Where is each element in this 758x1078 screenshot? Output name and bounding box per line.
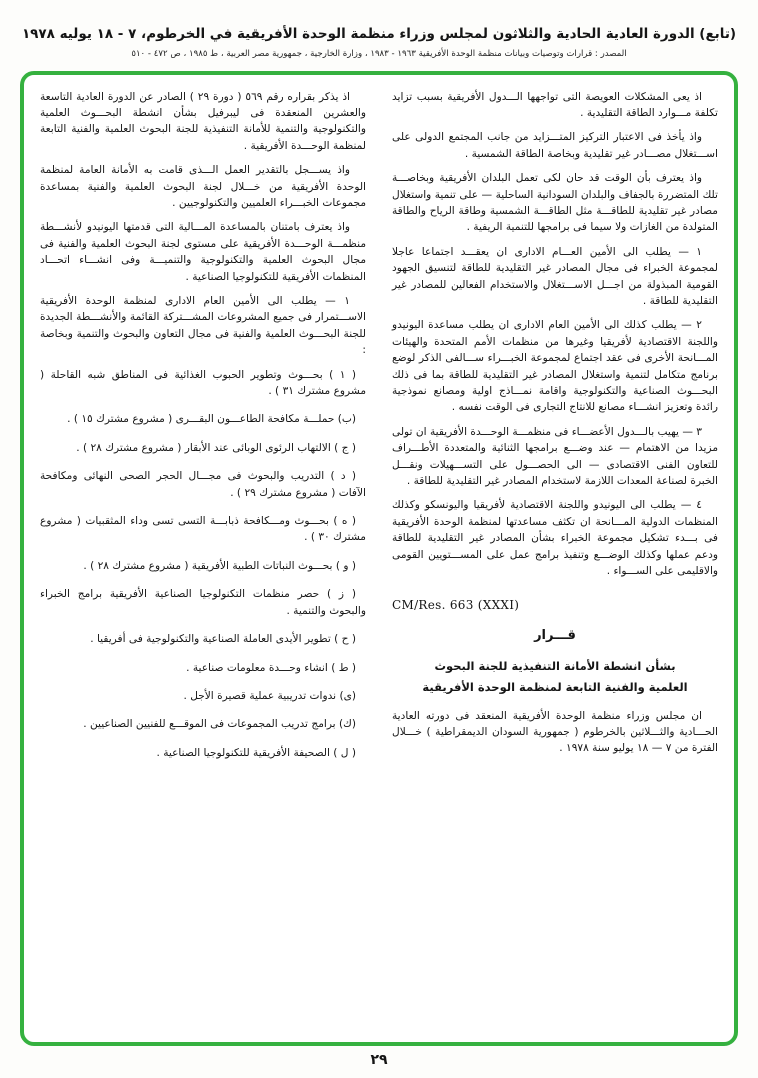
list-item: ( ج ) الالتهاب الرئوى الوبائى عند الأبقار ( مشروع مشترك ٢٨ ) . — [76, 441, 356, 454]
clause-paragraph: ١ — يطلب الى الأمين العام الادارى لمنظمة الوحدة الأفريقية الاســـتمرار فى جميع المشروعات المشـــتركة القائمة والأنشـــطة الجديدة للجنة البحـــوث العلمية والفنية فى مجال التعاون والبحوث والتنمية وبخاصة : — [40, 295, 366, 357]
resolution-reference: CM/Res. 663 (XXXI) — [392, 597, 520, 612]
clause-paragraph: واذ يســـجل بالتقدير العمل الـــذى قامت به الأمانة العامة لمنظمة الوحدة الأفريقية من خـــلال لجنة البحوث العلمية والفنية بمساعدة مجموعات الخبـــراء العلميين والتكنولوجيين . — [40, 164, 366, 209]
list-item: ( ط ) انشاء وحـــدة معلومات صناعية . — [186, 661, 356, 674]
page-number: ٢٩ — [370, 1052, 388, 1068]
clause-paragraph: اذ يذكر بقراره رقم ٥٦٩ ( دورة ٢٩ ) الصادر عن الدورة العادية التاسعة والعشرين المنعقدة فى ليبرفيل بشأن انشطة البحـــوث العلمية والتكنولوجية والتنمية للأمانة التنفيذية للجنة البحوث العلمية والفنية التابعة لمنظمة الوحـــدة الأفريقية . — [40, 90, 366, 152]
clause-paragraph: واذ يعترف بامتنان بالمساعدة المـــالية التى قدمتها اليونيدو لأنشـــطة منظمـــة الوحـــدة الأفريقية على مستوى لجنة البحوث العلمية والفنية فى مجال البحوث العلمية والتكنولوجية والتنميـــة وفى انشـــاء اتحـــاد المنظمات الأفريقية للتكنولوجيا الصناعية . — [40, 221, 366, 283]
clause-paragraph: واذ يأخذ فى الاعتبار التركيز المتـــزايد من جانب المجتمع الدولى على اســـتغلال مصـــادر غير تقليدية وبخاصة الطاقة الشمسية . — [392, 131, 718, 160]
clause-paragraph: ١ — يطلب الى الأمين العـــام الادارى ان يعقـــد اجتماعا عاجلا لمجموعة الخبراء فى مجال المصادر غير التقليدية للطاقة لتنسيق الجهود القومية المبذولة من اجـــل الاســـتغلال والاستخدام الفعالين للمصادر غير التقليدية للطاقة . — [392, 245, 718, 308]
list-item: ( ١ ) بحـــوث وتطوير الحبوب الغذائية فى المناطق شبه القاحلة ( مشروع مشترك ٣١ ) . — [40, 368, 366, 398]
resolution-subject: بشأن انشطة الأمانة التنفيذية للجنة البحوث العلمية والفنية التابعة لمنظمة الوحدة الأفريقية — [422, 659, 688, 694]
list-item: ( د ) التدريب والبحوث فى مجـــال الحجر الصحى النهائى ومكافحة الآفات ( مشروع مشترك ٢٩ ) . — [40, 470, 366, 499]
clause-paragraph: ٤ — يطلب الى اليونيدو واللجنة الاقتصادية لأفريقيا واليونسكو وكذلك المنظمات الدولية المـــانحة ان تكثف مساعدتها لمنظمة الوحدة الأفريقية فى بـــدء تشكيل مجموعة الخبراء بشأن المصادر غير التقليدية للطاقة ودعم عملها وكذلك الوضـــع وتنفيذ برامج عمل على المســـتويين القومى والاقليمى على الســـواء . — [392, 499, 718, 578]
resolution-opening: ان مجلس وزراء منظمة الوحدة الأفريقية المنعقد فى دورته العادية الحـــادية والثـــلاثين بالخرطوم ( جمهورية السودان الديمقراطية ) خـــلال الفترة من ٧ — ١٨ يوليو سنة ١٩٧٨ . — [392, 709, 718, 755]
content-frame — [20, 71, 738, 1046]
list-item: ( ز ) حصر منظمات التكنولوجيا الصناعية الأفريقية برامج الخبراء والبحوث والتنمية . — [40, 588, 366, 617]
page-header-source: المصدر : قرارات وتوصيات وبيانات منظمة الوحدة الأفريقية ١٩٦٣ - ١٩٨٣ ، وزارة الخارجية ، جمهورية مصر العربية ، ط ١٩٨٥ ، ص ٤٧٢ - ٥١٠ — [131, 48, 627, 59]
list-item: ( ح ) تطوير الأيدى العاملة الصناعية والتكنولوجية فى أفريقيا . — [90, 633, 356, 646]
list-item: ( ه ) بحـــوث ومـــكافحة ذبابـــة التسى تسى وداء المثقبيات ( مشروع مشترك ٣٠ ) . — [40, 515, 366, 544]
page-footer — [20, 1046, 738, 1070]
page-header-title: (تابع) الدورة العادية الحادية والثلاثون لمجلس وزراء منظمة الوحدة الأفريقية في الخرطوم، ٧ - ١٨ يوليه ١٩٧٨ — [21, 26, 737, 42]
clause-paragraph: واذ يعترف بأن الوقت قد حان لكى تعمل البلدان الأفريقية وبخاصـــة تلك المتضررة بالجفاف والبلدان السودانية الساحلية — على تنمية واستغلال مصادر غير تقليدية للطاقـــة مثل الطاقـــة الشمسية وطاقة الرياح والطاقة المتولدة من الغازات ولا سيما فى برامجها للتنمية الريفية . — [392, 172, 718, 234]
page-header — [20, 26, 738, 59]
list-item: (ى) ندوات تدريبية عملية قصيرة الأجل . — [183, 689, 356, 702]
list-item: (ك) برامج تدريب المجموعات فى الموقـــع للفنيين الصناعيين . — [83, 718, 356, 731]
list-item: (ب) حملـــة مكافحة الطاعـــون البقـــرى ( مشروع مشترك ١٥ ) . — [67, 413, 356, 426]
column-left — [40, 89, 366, 1028]
clause-paragraph: ٣ — يهيب بالـــدول الأعضـــاء فى منظمـــة الوحـــدة الأفريقية ان تولى مزيدا من الاهتمام — عند وضـــع برامجها الثنائية والمتعددة الأطـــراف للتعاون الفنى الاقتصادى — الى الحصـــول على التســـهيلات ونقـــل الخبرة لصناعة المعدات اللازمة لاستخدام المصادر غير التقليدية للطاقة . — [392, 425, 718, 488]
clause-paragraph: اذ يعى المشكلات العويصة التى تواجهها الـــدول الأفريقية بسبب تزايد تكلفة مـــوارد الطاقة التقليدية . — [392, 90, 718, 119]
clause-paragraph: ٢ — يطلب كذلك الى الأمين العام الادارى ان يطلب مساعدة اليونيدو واللجنة الاقتصادية لأفريقيا وغيرها من منظمات الأمم المتحدة والهيئات المـــانحة الأخرى فى عقد اجتماع لمجموعة الخبـــراء ســـالفى الذكر لوضع برنامج متكامل لتنمية واستغلال المصادر غير التقليدية للطاقة بما فى ذلك البحـــوث الصناعية والتكنولوجية واقامة نمـــاذج اولية ومصانع نموذجية رائدة وتعزيز انشـــاء مصانع للانتاج التجارى فى الوقت نفسه . — [392, 319, 718, 414]
list-item: ( ل ) الصحيفة الأفريقية للتكنولوجيا الصناعية . — [156, 746, 356, 759]
list-item: ( و ) بحـــوث النباتات الطبية الأفريقية ( مشروع مشترك ٢٨ ) . — [83, 559, 356, 572]
column-right — [392, 89, 718, 1028]
two-column-layout — [40, 89, 718, 1028]
resolution-heading: قـــرار — [534, 628, 576, 644]
